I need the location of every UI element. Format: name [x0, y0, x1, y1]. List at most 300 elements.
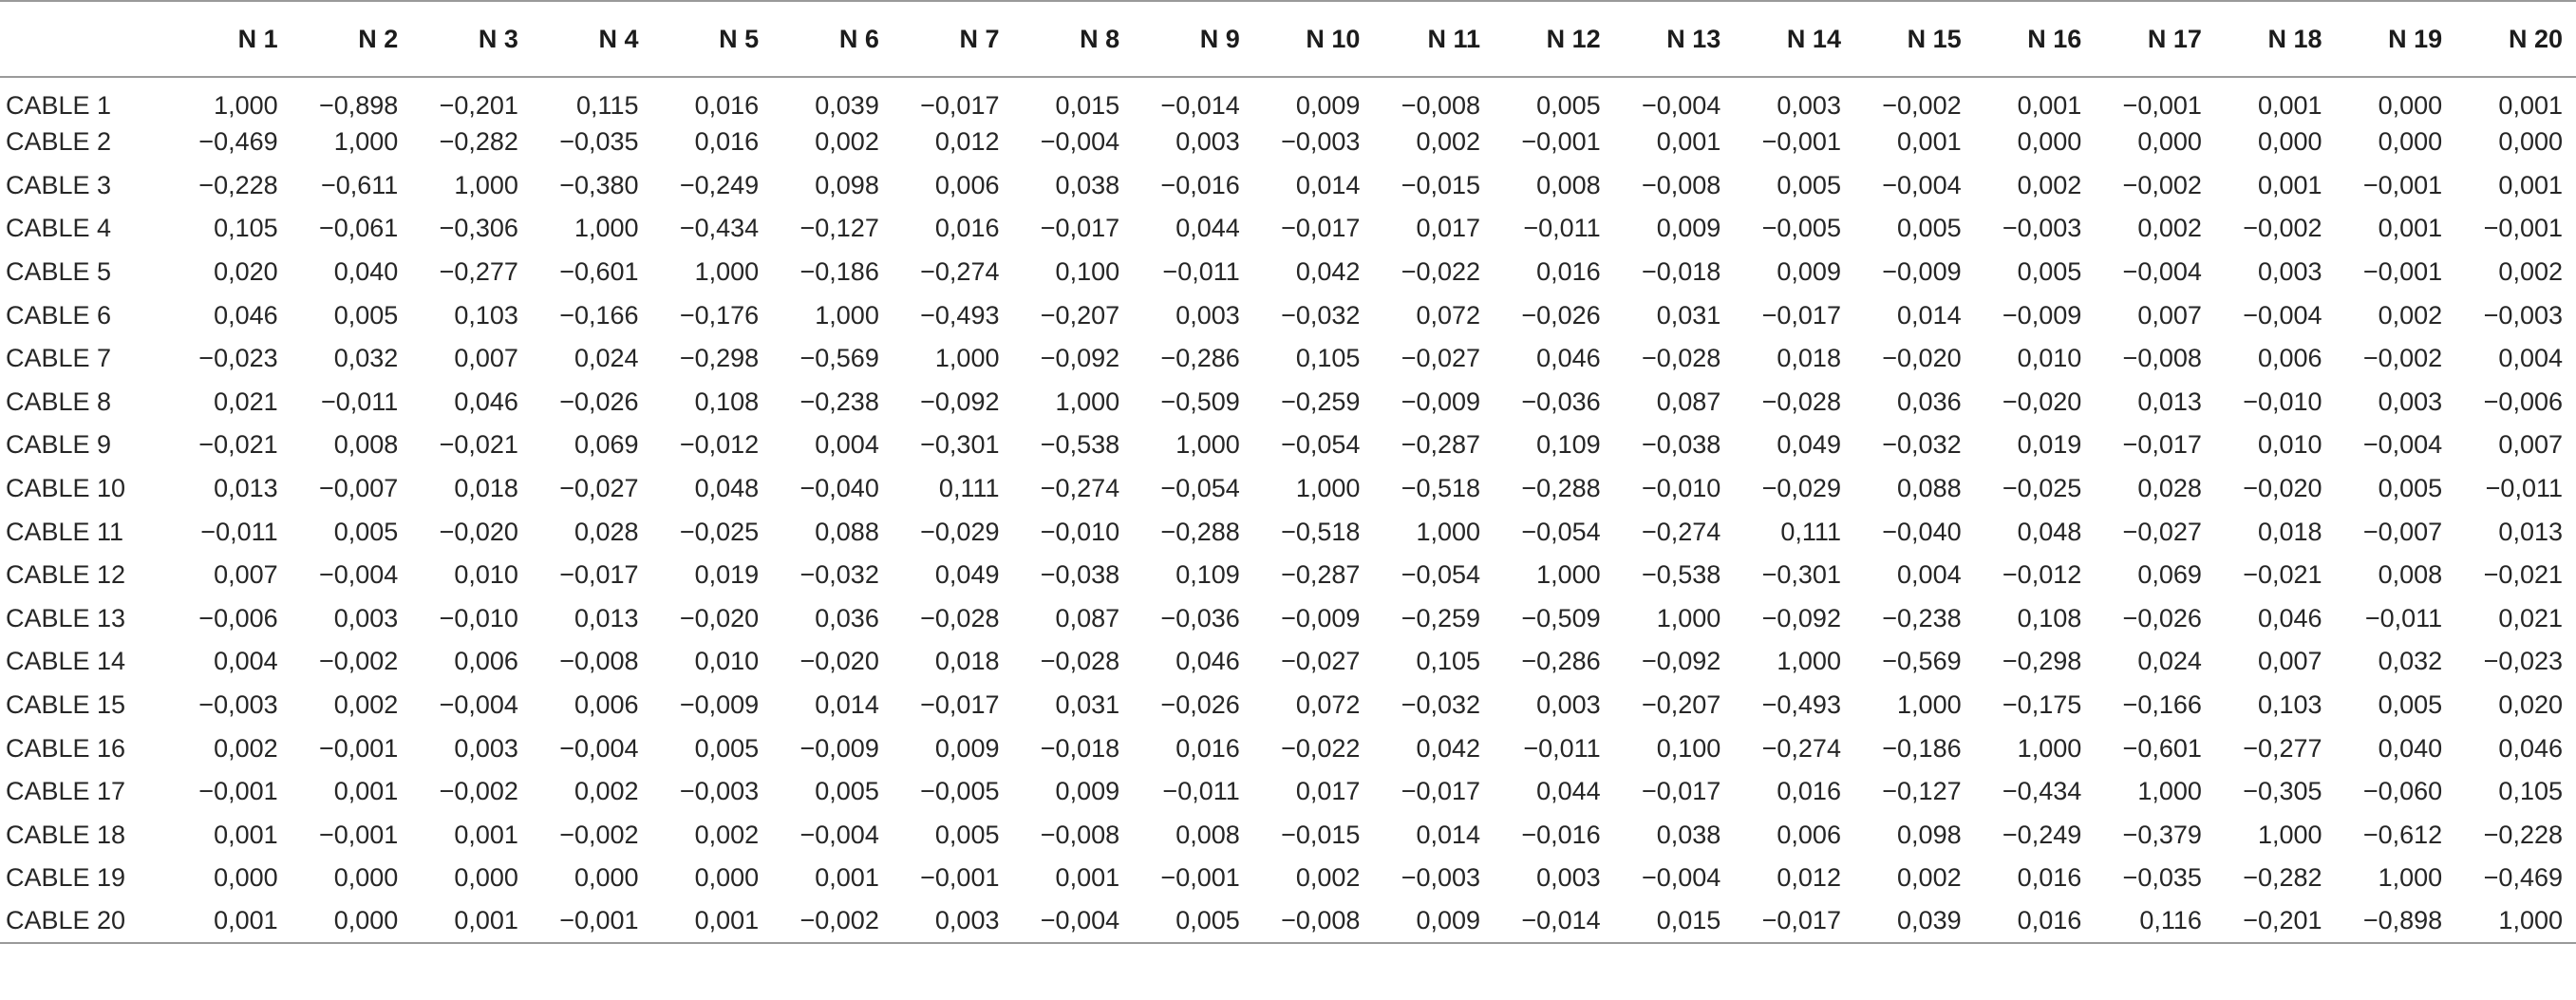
table-cell: −0,287 [1281, 560, 1361, 590]
table-cell: −0,288 [1160, 517, 1240, 546]
table-cell: −0,007 [2362, 517, 2443, 546]
table-cell: −0,166 [2122, 690, 2202, 720]
table-cell: 0,013 [2137, 387, 2202, 416]
table-cell: 0,002 [2378, 300, 2443, 330]
table-cell: 0,014 [1897, 300, 1962, 330]
column-header: N 3 [411, 1, 532, 77]
table-cell: 0,000 [2498, 127, 2563, 157]
table-row [0, 77, 2576, 121]
table-cell: −0,538 [1641, 560, 1721, 590]
table-cell: 0,098 [815, 170, 879, 199]
table-cell: −0,029 [920, 517, 1000, 546]
table-cell: 0,020 [2498, 690, 2563, 720]
table-cell: −0,008 [1253, 900, 1374, 944]
table-cell: −0,538 [1040, 430, 1120, 460]
table-cell: 0,010 [2017, 344, 2082, 373]
table-cell: −0,011 [320, 387, 399, 416]
table-cell: 0,046 [1175, 647, 1240, 676]
table-cell: 0,002 [694, 820, 760, 849]
table-cell: −0,509 [1521, 603, 1601, 632]
table-cell: 0,048 [694, 474, 760, 503]
row-label: CABLE 15 [6, 690, 126, 720]
table-cell: 0,100 [1656, 733, 1721, 763]
table-cell: −0,014 [1494, 900, 1614, 944]
table-cell: −0,518 [1281, 517, 1361, 546]
table-cell: 1,000 [1656, 603, 1721, 632]
column-header: N 17 [2095, 1, 2215, 77]
table-cell: −0,277 [439, 257, 518, 287]
table-cell: −0,027 [1401, 344, 1481, 373]
table-cell: −0,032 [1882, 430, 1962, 460]
table-cell: −0,176 [679, 300, 760, 330]
table-cell: 1,000 [1055, 387, 1120, 416]
table-cell: −0,021 [198, 430, 278, 460]
table-row [0, 467, 2576, 511]
table-cell: −0,032 [1281, 300, 1361, 330]
table-cell: −0,238 [1882, 603, 1962, 632]
table-row [0, 684, 2576, 727]
table-cell: −0,002 [772, 900, 893, 944]
table-cell: 0,009 [934, 733, 1000, 763]
table-cell: −0,060 [2362, 777, 2443, 806]
table-cell: 0,072 [1295, 690, 1361, 720]
table-cell: −0,286 [1521, 647, 1601, 676]
table-cell: −0,004 [2122, 257, 2202, 287]
table-cell: −0,434 [2002, 777, 2082, 806]
table-cell: 0,046 [2498, 733, 2563, 763]
table-cell: −0,469 [198, 127, 278, 157]
table-row [0, 293, 2576, 337]
table-cell: 0,072 [1416, 300, 1481, 330]
table-cell: 0,004 [1897, 560, 1962, 590]
table-cell: 0,005 [815, 777, 879, 806]
table-cell: 0,009 [1373, 900, 1494, 944]
table-cell: −0,127 [1882, 777, 1962, 806]
table-cell: 0,001 [171, 900, 291, 944]
table-cell: −0,207 [1040, 300, 1120, 330]
table-cell: −0,898 [318, 91, 399, 120]
table-cell: −0,025 [2002, 474, 2082, 503]
table-cell: 0,000 [214, 863, 278, 893]
table-cell: 0,001 [1055, 863, 1120, 893]
row-label: CABLE 6 [6, 300, 112, 330]
table-cell: 0,008 [333, 430, 399, 460]
table-cell: −0,021 [2243, 560, 2322, 590]
column-header: N 8 [1012, 1, 1133, 77]
table-cell: −0,002 [2122, 170, 2202, 199]
table-cell: 1,000 [2257, 820, 2322, 849]
table-cell: −0,009 [799, 733, 879, 763]
table-cell: −0,004 [559, 733, 639, 763]
table-cell: −0,028 [1040, 647, 1120, 676]
table-cell: −0,001 [1160, 863, 1240, 893]
table-cell: 1,000 [1536, 560, 1601, 590]
table-cell: −0,021 [2483, 560, 2563, 590]
table-cell: −0,127 [799, 214, 879, 243]
table-cell: −0,017 [1281, 214, 1361, 243]
table-cell: 0,042 [1295, 257, 1361, 287]
table-cell: −0,001 [2362, 170, 2443, 199]
table-cell: 0,010 [454, 560, 518, 590]
table-row [0, 640, 2576, 684]
table-cell: −0,017 [1040, 214, 1120, 243]
column-header: N 15 [1854, 1, 1975, 77]
table-cell: −0,004 [799, 820, 879, 849]
table-cell: −0,011 [1162, 257, 1240, 287]
table-cell: 0,098 [1897, 820, 1962, 849]
table-cell: 0,000 [573, 863, 639, 893]
table-cell: −0,028 [920, 603, 1000, 632]
table-cell: −0,011 [200, 517, 278, 546]
table-row [0, 597, 2576, 641]
table-cell: −0,004 [1012, 900, 1133, 944]
table-cell: 0,002 [2498, 257, 2563, 287]
table-cell: −0,036 [1521, 387, 1601, 416]
table-cell: −0,002 [2243, 214, 2322, 243]
table-cell: −0,001 [318, 733, 399, 763]
table-cell: 0,088 [1897, 474, 1962, 503]
table-row [0, 814, 2576, 858]
table-cell: −0,469 [2483, 863, 2563, 893]
table-cell: 1,000 [1897, 690, 1962, 720]
row-label: CABLE 3 [6, 170, 112, 199]
table-cell: −0,008 [1040, 820, 1120, 849]
column-header: N 7 [893, 1, 1013, 77]
table-cell: 0,031 [1055, 690, 1120, 720]
table-cell: 0,007 [2498, 430, 2563, 460]
table-cell: −0,274 [920, 257, 1000, 287]
row-label: CABLE 13 [6, 603, 126, 632]
table-cell: 0,069 [2137, 560, 2202, 590]
table-cell: 0,001 [214, 820, 278, 849]
table-cell: −0,028 [1761, 387, 1841, 416]
table-cell: 0,002 [815, 127, 879, 157]
table-cell: −0,306 [439, 214, 518, 243]
table-cell: −0,014 [1160, 91, 1240, 120]
table-cell: 0,003 [1175, 300, 1240, 330]
table-cell: −0,018 [1040, 733, 1120, 763]
table-cell: −0,035 [559, 127, 639, 157]
row-label: CABLE 1 [6, 91, 112, 120]
table-cell: 0,006 [2257, 344, 2322, 373]
table-cell: 0,046 [1536, 344, 1601, 373]
table-cell: −0,027 [2122, 517, 2202, 546]
table-cell: −0,012 [679, 430, 760, 460]
table-cell: −0,601 [559, 257, 639, 287]
table-cell: −0,010 [1641, 474, 1721, 503]
table-cell: −0,003 [679, 777, 760, 806]
table-cell: −0,092 [1641, 647, 1721, 676]
table-cell: 0,000 [2137, 127, 2202, 157]
column-header: N 1 [171, 1, 291, 77]
table-cell: 0,044 [1536, 777, 1601, 806]
table-cell: 0,087 [1656, 387, 1721, 416]
table-cell: −0,002 [559, 820, 639, 849]
table-cell: −0,015 [1281, 820, 1361, 849]
table-cell: 0,016 [1777, 777, 1841, 806]
table-cell: 0,024 [573, 344, 639, 373]
row-label: CABLE 19 [6, 863, 126, 893]
table-cell: 0,100 [1055, 257, 1120, 287]
table-cell: −0,569 [799, 344, 879, 373]
table-cell: −0,027 [559, 474, 639, 503]
table-cell: −0,054 [1160, 474, 1240, 503]
table-cell: −0,011 [1523, 733, 1601, 763]
table-cell: −0,020 [799, 647, 879, 676]
table-row [0, 251, 2576, 294]
table-cell: −0,010 [1040, 517, 1120, 546]
table-cell: −0,001 [1761, 127, 1841, 157]
table-cell: 0,018 [934, 647, 1000, 676]
table-cell: −0,054 [1521, 517, 1601, 546]
table-cell: 0,036 [1897, 387, 1962, 416]
table-cell: −0,022 [1281, 733, 1361, 763]
table-cell: −0,282 [439, 127, 518, 157]
column-header: N 20 [2455, 1, 2576, 77]
table-cell: −0,301 [920, 430, 1000, 460]
table-cell: 0,000 [2257, 127, 2322, 157]
row-label: CABLE 4 [6, 214, 112, 243]
table-cell: 0,042 [1416, 733, 1481, 763]
table-cell: −0,228 [198, 170, 278, 199]
table-cell: −0,301 [1761, 560, 1841, 590]
table-cell: 0,087 [1055, 603, 1120, 632]
table-cell: 0,012 [1777, 863, 1841, 893]
table-cell: 0,000 [694, 863, 760, 893]
table-cell: −0,611 [320, 170, 399, 199]
table-cell: 0,018 [1777, 344, 1841, 373]
table-cell: 1,000 [214, 91, 278, 120]
table-cell: −0,898 [2336, 900, 2456, 944]
table-cell: −0,009 [679, 690, 760, 720]
table-cell: 0,016 [934, 214, 1000, 243]
table-cell: 0,111 [938, 474, 1000, 503]
table-cell: −0,238 [799, 387, 879, 416]
table-cell: −0,003 [198, 690, 278, 720]
table-cell: −0,018 [1641, 257, 1721, 287]
table-cell: 0,046 [454, 387, 518, 416]
table-cell: 0,001 [2257, 170, 2322, 199]
table-cell: −0,004 [1882, 170, 1962, 199]
table-cell: −0,002 [318, 647, 399, 676]
table-cell: −0,002 [439, 777, 518, 806]
table-cell: 0,038 [1656, 820, 1721, 849]
table-cell: 0,006 [573, 690, 639, 720]
row-label: CABLE 20 [0, 900, 171, 944]
table-cell: 0,019 [2017, 430, 2082, 460]
table-cell: 0,031 [1656, 300, 1721, 330]
table-cell: 0,000 [454, 863, 518, 893]
table-cell: 0,028 [2137, 474, 2202, 503]
table-cell: 0,024 [2137, 647, 2202, 676]
table-cell: 0,010 [2257, 430, 2322, 460]
table-row [0, 554, 2576, 597]
table-cell: −0,003 [2483, 300, 2563, 330]
table-cell: −0,017 [1734, 900, 1854, 944]
row-label: CABLE 5 [6, 257, 112, 287]
table-header [0, 1, 2576, 77]
table-cell: 0,111 [1780, 517, 1841, 546]
table-cell: 0,003 [454, 733, 518, 763]
table-cell: 0,046 [214, 300, 278, 330]
table-cell: 0,105 [1416, 647, 1481, 676]
table-row [0, 770, 2576, 814]
table-cell: −0,026 [1521, 300, 1601, 330]
table-cell: 0,044 [1175, 214, 1240, 243]
table-cell: 0,103 [454, 300, 518, 330]
table-cell: −0,020 [679, 603, 760, 632]
table-cell: 0,032 [2378, 647, 2443, 676]
table-cell: −0,012 [2002, 560, 2082, 590]
table-cell: 1,000 [1175, 430, 1240, 460]
table-cell: −0,379 [2122, 820, 2202, 849]
table-cell: 0,009 [1656, 214, 1721, 243]
table-cell: 0,016 [1175, 733, 1240, 763]
table-cell: 0,019 [694, 560, 760, 590]
table-cell: −0,287 [1401, 430, 1481, 460]
table-cell: 0,000 [291, 900, 412, 944]
table-cell: −0,001 [198, 777, 278, 806]
table-cell: 0,021 [2498, 603, 2563, 632]
table-cell: −0,008 [1401, 91, 1481, 120]
table-cell: 0,005 [1897, 214, 1962, 243]
table-row [0, 121, 2576, 164]
table-cell: −0,040 [799, 474, 879, 503]
table-cell: −0,006 [2483, 387, 2563, 416]
table-cell: −0,282 [2243, 863, 2322, 893]
table-cell: 1,000 [454, 170, 518, 199]
table-cell: 1,000 [1777, 647, 1841, 676]
table-cell: 0,005 [333, 517, 399, 546]
table-cell: 1,000 [2455, 900, 2576, 944]
table-cell: −0,015 [1401, 170, 1481, 199]
table-cell: −0,274 [1040, 474, 1120, 503]
table-cell: 0,049 [934, 560, 1000, 590]
table-row [0, 424, 2576, 467]
table-row [0, 337, 2576, 381]
table-cell: −0,298 [679, 344, 760, 373]
table-cell: 0,038 [1055, 170, 1120, 199]
table-cell: 0,005 [1133, 900, 1253, 944]
table-cell: −0,092 [1761, 603, 1841, 632]
table-cell: −0,186 [1882, 733, 1962, 763]
table-cell: 0,002 [333, 690, 399, 720]
table-cell: 0,003 [1536, 690, 1601, 720]
table-cell: −0,028 [1641, 344, 1721, 373]
table-cell: 0,014 [1295, 170, 1361, 199]
table-cell: 0,108 [2017, 603, 2082, 632]
table-cell: 0,001 [815, 863, 879, 893]
table-cell: −0,434 [679, 214, 760, 243]
column-header: N 9 [1133, 1, 1253, 77]
table-cell: −0,032 [799, 560, 879, 590]
table-cell: −0,036 [1160, 603, 1240, 632]
table-cell: −0,054 [1281, 430, 1361, 460]
table-cell: 0,016 [2017, 863, 2082, 893]
column-header: N 19 [2336, 1, 2456, 77]
table-cell: −0,054 [1401, 560, 1481, 590]
table-cell: 0,105 [2498, 777, 2563, 806]
table-cell: 0,001 [411, 900, 532, 944]
table-cell: 0,088 [815, 517, 879, 546]
table-cell: −0,011 [1162, 777, 1240, 806]
table-cell: 0,008 [1536, 170, 1601, 199]
table-cell: 0,007 [454, 344, 518, 373]
table-cell: −0,175 [2002, 690, 2082, 720]
table-cell: 0,001 [1897, 127, 1962, 157]
table-cell: −0,011 [2364, 603, 2443, 632]
column-header: N 16 [1975, 1, 2096, 77]
table-row [0, 164, 2576, 208]
table-cell: −0,008 [2122, 344, 2202, 373]
table-cell: 0,013 [2498, 517, 2563, 546]
table-cell: 0,002 [1416, 127, 1481, 157]
table-cell: 0,007 [2137, 300, 2202, 330]
table-cell: −0,092 [1040, 344, 1120, 373]
table-cell: 0,109 [1175, 560, 1240, 590]
table-cell: 0,001 [2017, 91, 2082, 120]
table-cell: −0,017 [920, 91, 1000, 120]
table-cell: 0,007 [214, 560, 278, 590]
table-cell: 0,005 [934, 820, 1000, 849]
table-cell: −0,035 [2122, 863, 2202, 893]
table-cell: −0,020 [1882, 344, 1962, 373]
row-label: CABLE 7 [6, 344, 112, 373]
table-cell: −0,186 [799, 257, 879, 287]
table-cell: −0,001 [318, 820, 399, 849]
table-cell: −0,298 [2002, 647, 2082, 676]
table-cell: −0,009 [1401, 387, 1481, 416]
table-cell: 0,036 [815, 603, 879, 632]
column-header: N 6 [772, 1, 893, 77]
table-cell: −0,026 [2122, 603, 2202, 632]
table-cell: −0,601 [2122, 733, 2202, 763]
table-cell: 0,013 [573, 603, 639, 632]
table-cell: −0,010 [2243, 387, 2322, 416]
table-cell: −0,003 [1401, 863, 1481, 893]
row-label: CABLE 11 [6, 517, 124, 546]
table-cell: −0,040 [1882, 517, 1962, 546]
table-cell: 0,006 [1777, 820, 1841, 849]
table-row [0, 207, 2576, 251]
table-cell: −0,016 [1521, 820, 1601, 849]
table-cell: 0,005 [333, 300, 399, 330]
table-cell: −0,092 [920, 387, 1000, 416]
table-cell: 0,016 [694, 91, 760, 120]
table-cell: −0,004 [439, 690, 518, 720]
table-cell: −0,002 [2362, 344, 2443, 373]
table-cell: 0,049 [1777, 430, 1841, 460]
table-cell: 0,017 [1416, 214, 1481, 243]
table-cell: −0,001 [2122, 91, 2202, 120]
table-cell: 0,021 [214, 387, 278, 416]
row-label: CABLE 14 [6, 647, 126, 676]
column-header: N 10 [1253, 1, 1374, 77]
table-cell: −0,017 [1761, 300, 1841, 330]
table-cell: 0,069 [573, 430, 639, 460]
table-cell: 0,001 [2378, 214, 2443, 243]
table-cell: −0,025 [679, 517, 760, 546]
table-cell: −0,022 [1401, 257, 1481, 287]
table-cell: 0,012 [934, 127, 1000, 157]
row-label: CABLE 12 [6, 560, 126, 590]
table-cell: −0,020 [2002, 387, 2082, 416]
table-cell: 0,109 [1536, 430, 1601, 460]
table-cell: 0,001 [2498, 91, 2563, 120]
table-cell: 0,005 [2378, 474, 2443, 503]
table-cell: −0,017 [920, 690, 1000, 720]
table-cell: −0,005 [920, 777, 1000, 806]
